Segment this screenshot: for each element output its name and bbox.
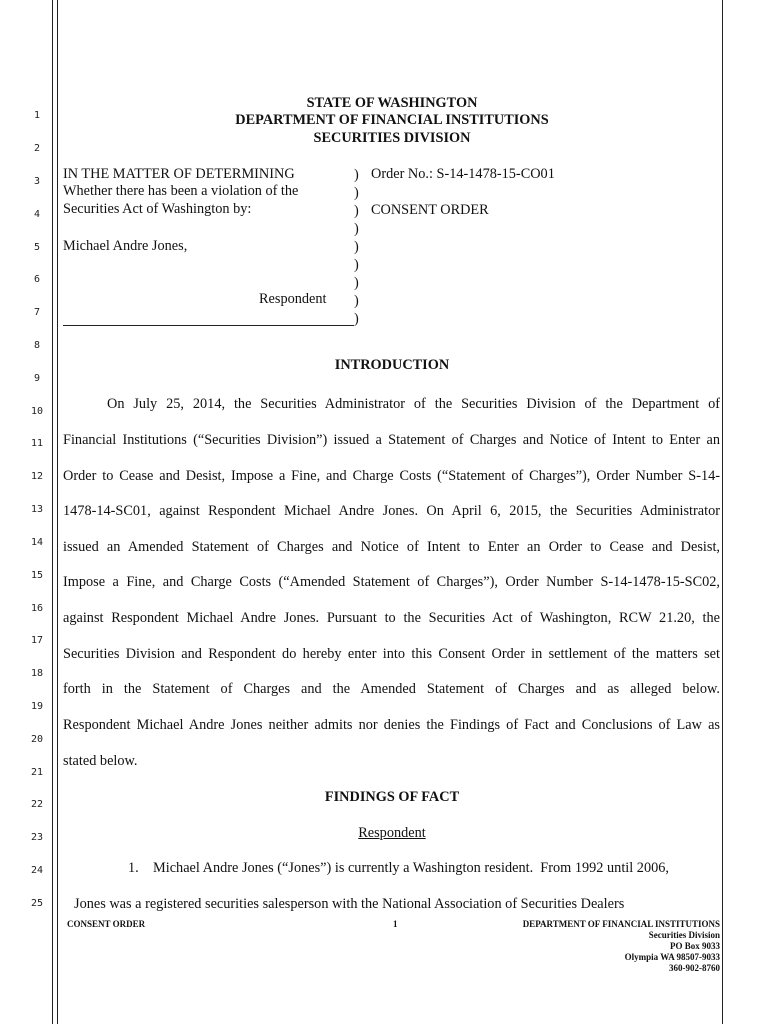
line-number: 6 <box>33 274 41 285</box>
header-state: STATE OF WASHINGTON <box>306 95 478 111</box>
line-number: 24 <box>30 865 44 876</box>
paren: ) <box>354 275 359 291</box>
line-number: 2 <box>33 143 41 154</box>
footer-title: CONSENT ORDER <box>67 919 146 929</box>
footer-division: Securities Division <box>648 930 720 940</box>
caption-whether: Whether there has been a violation of the <box>63 183 299 199</box>
left-margin-rule-inner <box>57 0 58 1024</box>
caption-matter: IN THE MATTER OF DETERMINING <box>63 166 295 182</box>
line-number: 5 <box>33 242 41 253</box>
intro-line: On July 25, 2014, the Securities Administrator of the Securities Division of the Department of <box>107 396 720 412</box>
paren: ) <box>354 203 359 219</box>
paren: ) <box>354 293 359 309</box>
line-number: 22 <box>30 799 44 810</box>
intro-line: forth in the Statement of Charges and the Amended Statement of Charges and as alleged below. <box>63 681 720 697</box>
line-number: 19 <box>30 701 44 712</box>
right-margin-rule <box>722 0 723 1024</box>
line-number: 11 <box>30 438 44 449</box>
line-number: 18 <box>30 668 44 679</box>
order-type: CONSENT ORDER <box>371 202 489 218</box>
footer-agency-name: DEPARTMENT OF FINANCIAL INSTITUTIONS <box>522 919 720 929</box>
introduction-heading: INTRODUCTION <box>334 357 450 373</box>
intro-line: Respondent Michael Andre Jones neither admits nor denies the Findings of Fact and Conclusions of Law as <box>63 717 720 733</box>
intro-line: stated below. <box>63 753 138 769</box>
footer-agency <box>523 919 720 974</box>
line-number: 16 <box>30 603 44 614</box>
caption-underline <box>63 325 354 326</box>
header-division: SECURITIES DIVISION <box>313 130 471 146</box>
line-number: 17 <box>30 635 44 646</box>
intro-line: against Respondent Michael Andre Jones. Pursuant to the Securities Act of Washington, RCW 21.20, the <box>63 610 720 626</box>
line-number: 4 <box>33 209 41 220</box>
paren: ) <box>354 239 359 255</box>
intro-line: Order to Cease and Desist, Impose a Fine, and Charge Costs (“Statement of Charges”), Order Number S-14- <box>63 468 720 484</box>
line-number: 15 <box>30 570 44 581</box>
line-number: 8 <box>33 340 41 351</box>
footer-phone: 360-902-8760 <box>669 963 720 973</box>
paren: ) <box>354 311 359 327</box>
footer-page-number: 1 <box>393 919 398 929</box>
finding-1-line-2: Jones was a registered securities salesperson with the National Association of Securities Dealers <box>74 896 625 912</box>
caption-respondent-name: Michael Andre Jones, <box>63 238 188 254</box>
left-margin-rule-outer <box>52 0 53 1024</box>
caption-parens <box>354 166 359 328</box>
paren: ) <box>354 221 359 237</box>
line-number: 25 <box>30 898 44 909</box>
line-number: 9 <box>33 373 41 384</box>
line-number: 21 <box>30 767 44 778</box>
intro-line: 1478-14-SC01, against Respondent Michael Andre Jones. On April 6, 2015, the Securities Administrator <box>63 503 720 519</box>
intro-line: issued an Amended Statement of Charges and Notice of Intent to Enter an Order to Cease and Desist, <box>63 539 720 555</box>
paren: ) <box>354 167 359 183</box>
line-number: 10 <box>30 406 44 417</box>
line-number: 13 <box>30 504 44 515</box>
paren: ) <box>354 257 359 273</box>
line-number: 7 <box>33 307 41 318</box>
caption-act: Securities Act of Washington by: <box>63 201 252 217</box>
intro-line: Securities Division and Respondent do hereby enter into this Consent Order in settlement of the matters set <box>63 646 720 662</box>
line-number: 14 <box>30 537 44 548</box>
findings-subheading: Respondent <box>358 825 426 841</box>
footer-city: Olympia WA 98507-9033 <box>624 952 720 962</box>
line-number: 1 <box>33 110 41 121</box>
intro-line: Financial Institutions (“Securities Division”) issued a Statement of Charges and Notice of Intent to Enter an <box>63 432 720 448</box>
finding-1-line-1: 1. Michael Andre Jones (“Jones”) is currently a Washington resident. From 1992 until 2006, <box>128 860 669 876</box>
intro-line: Impose a Fine, and Charge Costs (“Amended Statement of Charges”), Order Number S-14-1478-15-SC02, <box>63 574 720 590</box>
line-number: 20 <box>30 734 44 745</box>
order-number: Order No.: S-14-1478-15-CO01 <box>371 166 555 182</box>
header-department: DEPARTMENT OF FINANCIAL INSTITUTIONS <box>235 112 549 128</box>
line-number: 12 <box>30 471 44 482</box>
caption-respondent-label: Respondent <box>259 291 327 307</box>
footer-po-box: PO Box 9033 <box>669 941 720 951</box>
line-number: 23 <box>30 832 44 843</box>
line-number: 3 <box>33 176 41 187</box>
paren: ) <box>354 185 359 201</box>
findings-heading: FINDINGS OF FACT <box>324 789 460 805</box>
